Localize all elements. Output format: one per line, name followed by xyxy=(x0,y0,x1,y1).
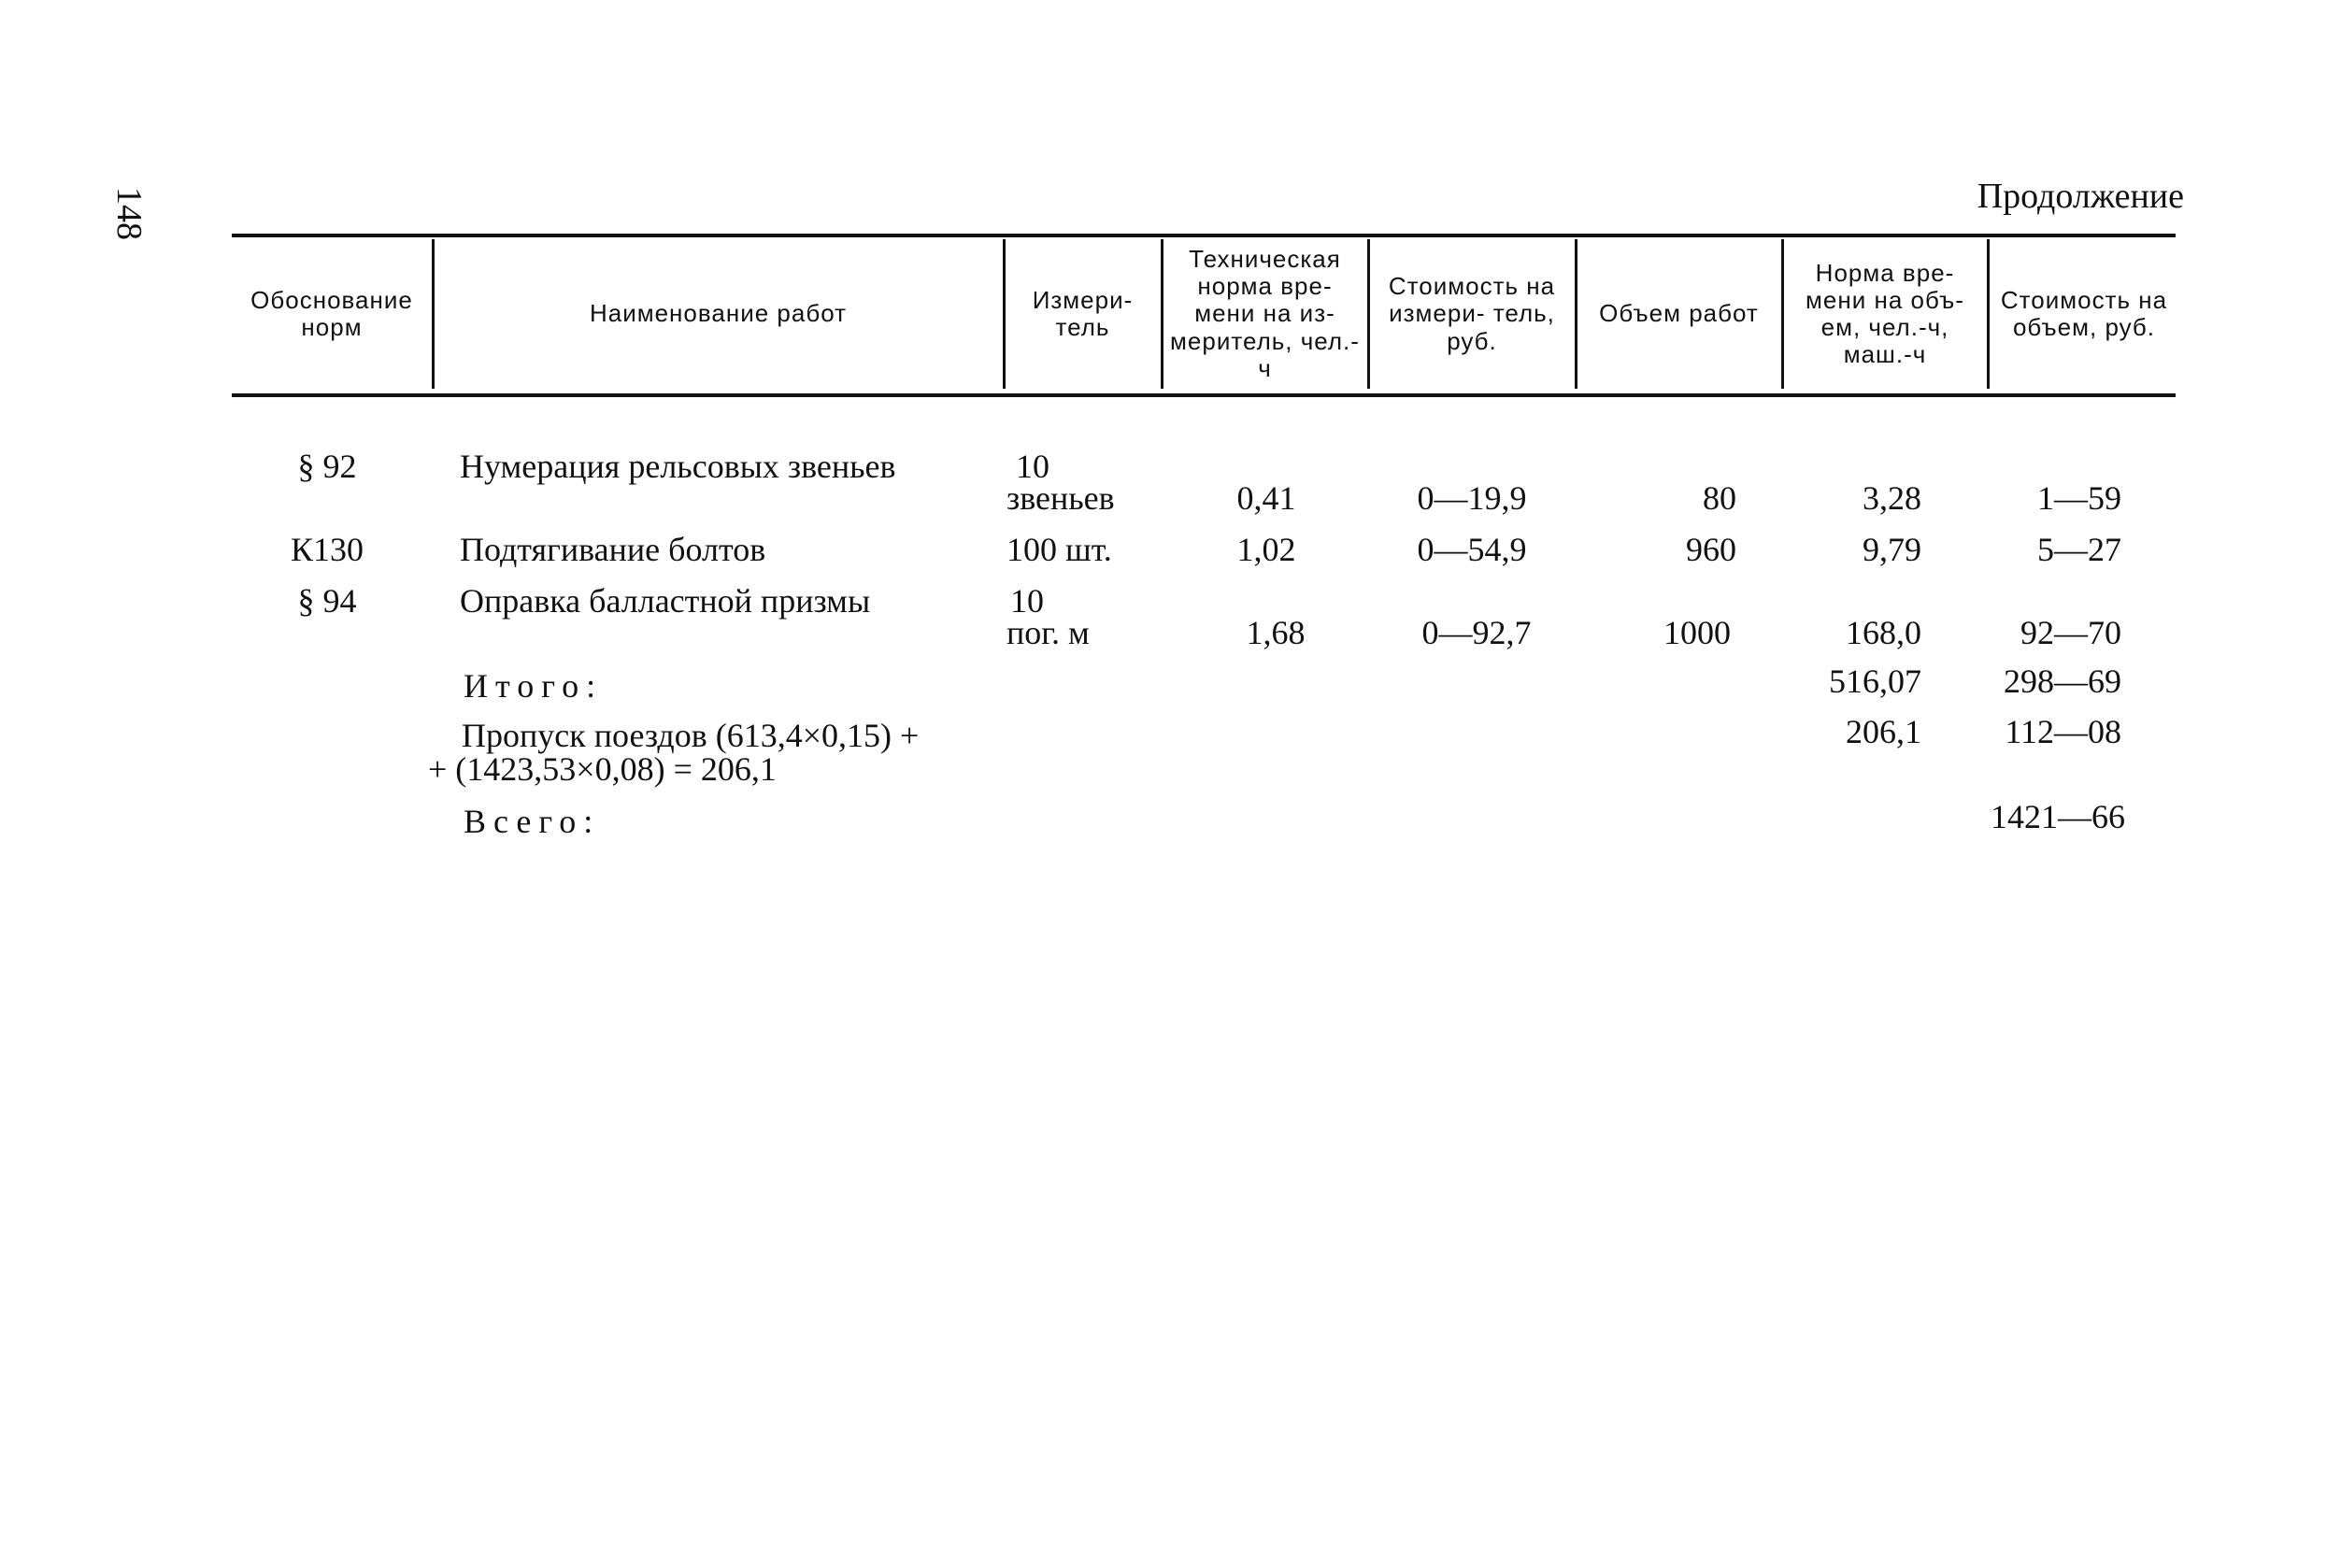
row3-unit-line2: пог. м xyxy=(1006,614,1090,651)
total-norm: 516,07 xyxy=(1829,663,1921,700)
row1-unit-line2: звеньев xyxy=(1006,479,1115,517)
page-number: 148 xyxy=(109,187,149,240)
header-unit: Измери- тель xyxy=(1032,285,1134,341)
trains-line2: + (1423,53×0,08) = 206,1 xyxy=(428,750,777,788)
row1-norm-per-volume: 3,28 xyxy=(1863,479,1921,517)
grand-total-cost: 1421—66 xyxy=(1991,798,2125,835)
row3-cost-per-volume: 92—70 xyxy=(2020,614,2121,651)
table-header-bottom-rule xyxy=(232,393,2176,397)
row3-tech-norm: 1,68 xyxy=(1246,614,1306,651)
grand-total-label: Всего: xyxy=(464,803,601,840)
header-norm-per-volume: Норма вре- мени на объ- ем, чел.-ч, маш.-ч xyxy=(1806,258,1964,369)
trains-line1: Пропуск поездов (613,4×0,15) + xyxy=(462,717,920,754)
row2-tech-norm: 1,02 xyxy=(1236,531,1296,568)
row1-basis: § 92 xyxy=(297,448,357,485)
trains-cost: 112—08 xyxy=(2005,713,2121,750)
row3-unit-line1: 10 xyxy=(1010,582,1044,620)
row3-basis: § 94 xyxy=(297,582,357,620)
row3-norm-per-volume: 168,0 xyxy=(1846,614,1921,651)
header-basis: Обоснование норм xyxy=(250,285,413,341)
row2-cost-per-volume: 5—27 xyxy=(2037,531,2121,568)
total-cost: 298—69 xyxy=(2004,663,2121,700)
row2-norm-per-volume: 9,79 xyxy=(1863,531,1921,568)
total-label: Итого: xyxy=(464,667,604,705)
header-cost-per-unit: Стоимость на измери- тель, руб. xyxy=(1388,272,1556,355)
row1-volume: 80 xyxy=(1703,479,1736,517)
column-divider xyxy=(1161,239,1163,389)
row3-cost-per-unit: 0—92,7 xyxy=(1421,614,1532,651)
trains-norm: 206,1 xyxy=(1846,713,1921,750)
row1-cost-per-volume: 1—59 xyxy=(2037,479,2121,517)
header-volume: Объем работ xyxy=(1599,299,1759,328)
header-cost-per-volume: Стоимость на объем, руб. xyxy=(2000,285,2168,341)
column-divider xyxy=(1987,239,1990,389)
row1-cost-per-unit: 0—19,9 xyxy=(1417,479,1527,517)
row1-unit-line1: 10 xyxy=(1016,448,1049,485)
column-divider xyxy=(1003,239,1006,389)
row1-tech-norm: 0,41 xyxy=(1236,479,1296,517)
row2-volume: 960 xyxy=(1686,531,1736,568)
header-tech-norm: Техническая норма вре- мени на из- меритель, чел.-ч xyxy=(1170,245,1360,382)
column-divider xyxy=(1575,239,1577,389)
row2-unit-line1: 100 шт. xyxy=(1006,531,1112,568)
table-top-rule xyxy=(232,234,2176,237)
column-divider xyxy=(1367,239,1370,389)
row2-cost-per-unit: 0—54,9 xyxy=(1417,531,1527,568)
row3-volume: 1000 xyxy=(1663,614,1731,651)
column-divider xyxy=(1781,239,1784,389)
header-work-name: Наименование работ xyxy=(589,299,848,328)
row1-name: Нумерация рельсовых звеньев xyxy=(460,448,896,485)
row2-name: Подтягивание болтов xyxy=(460,531,766,568)
row2-basis: К130 xyxy=(290,531,364,568)
continued-label: Продолжение xyxy=(1977,177,2184,216)
row3-name: Оправка балластной призмы xyxy=(460,582,871,620)
column-divider xyxy=(432,239,435,389)
